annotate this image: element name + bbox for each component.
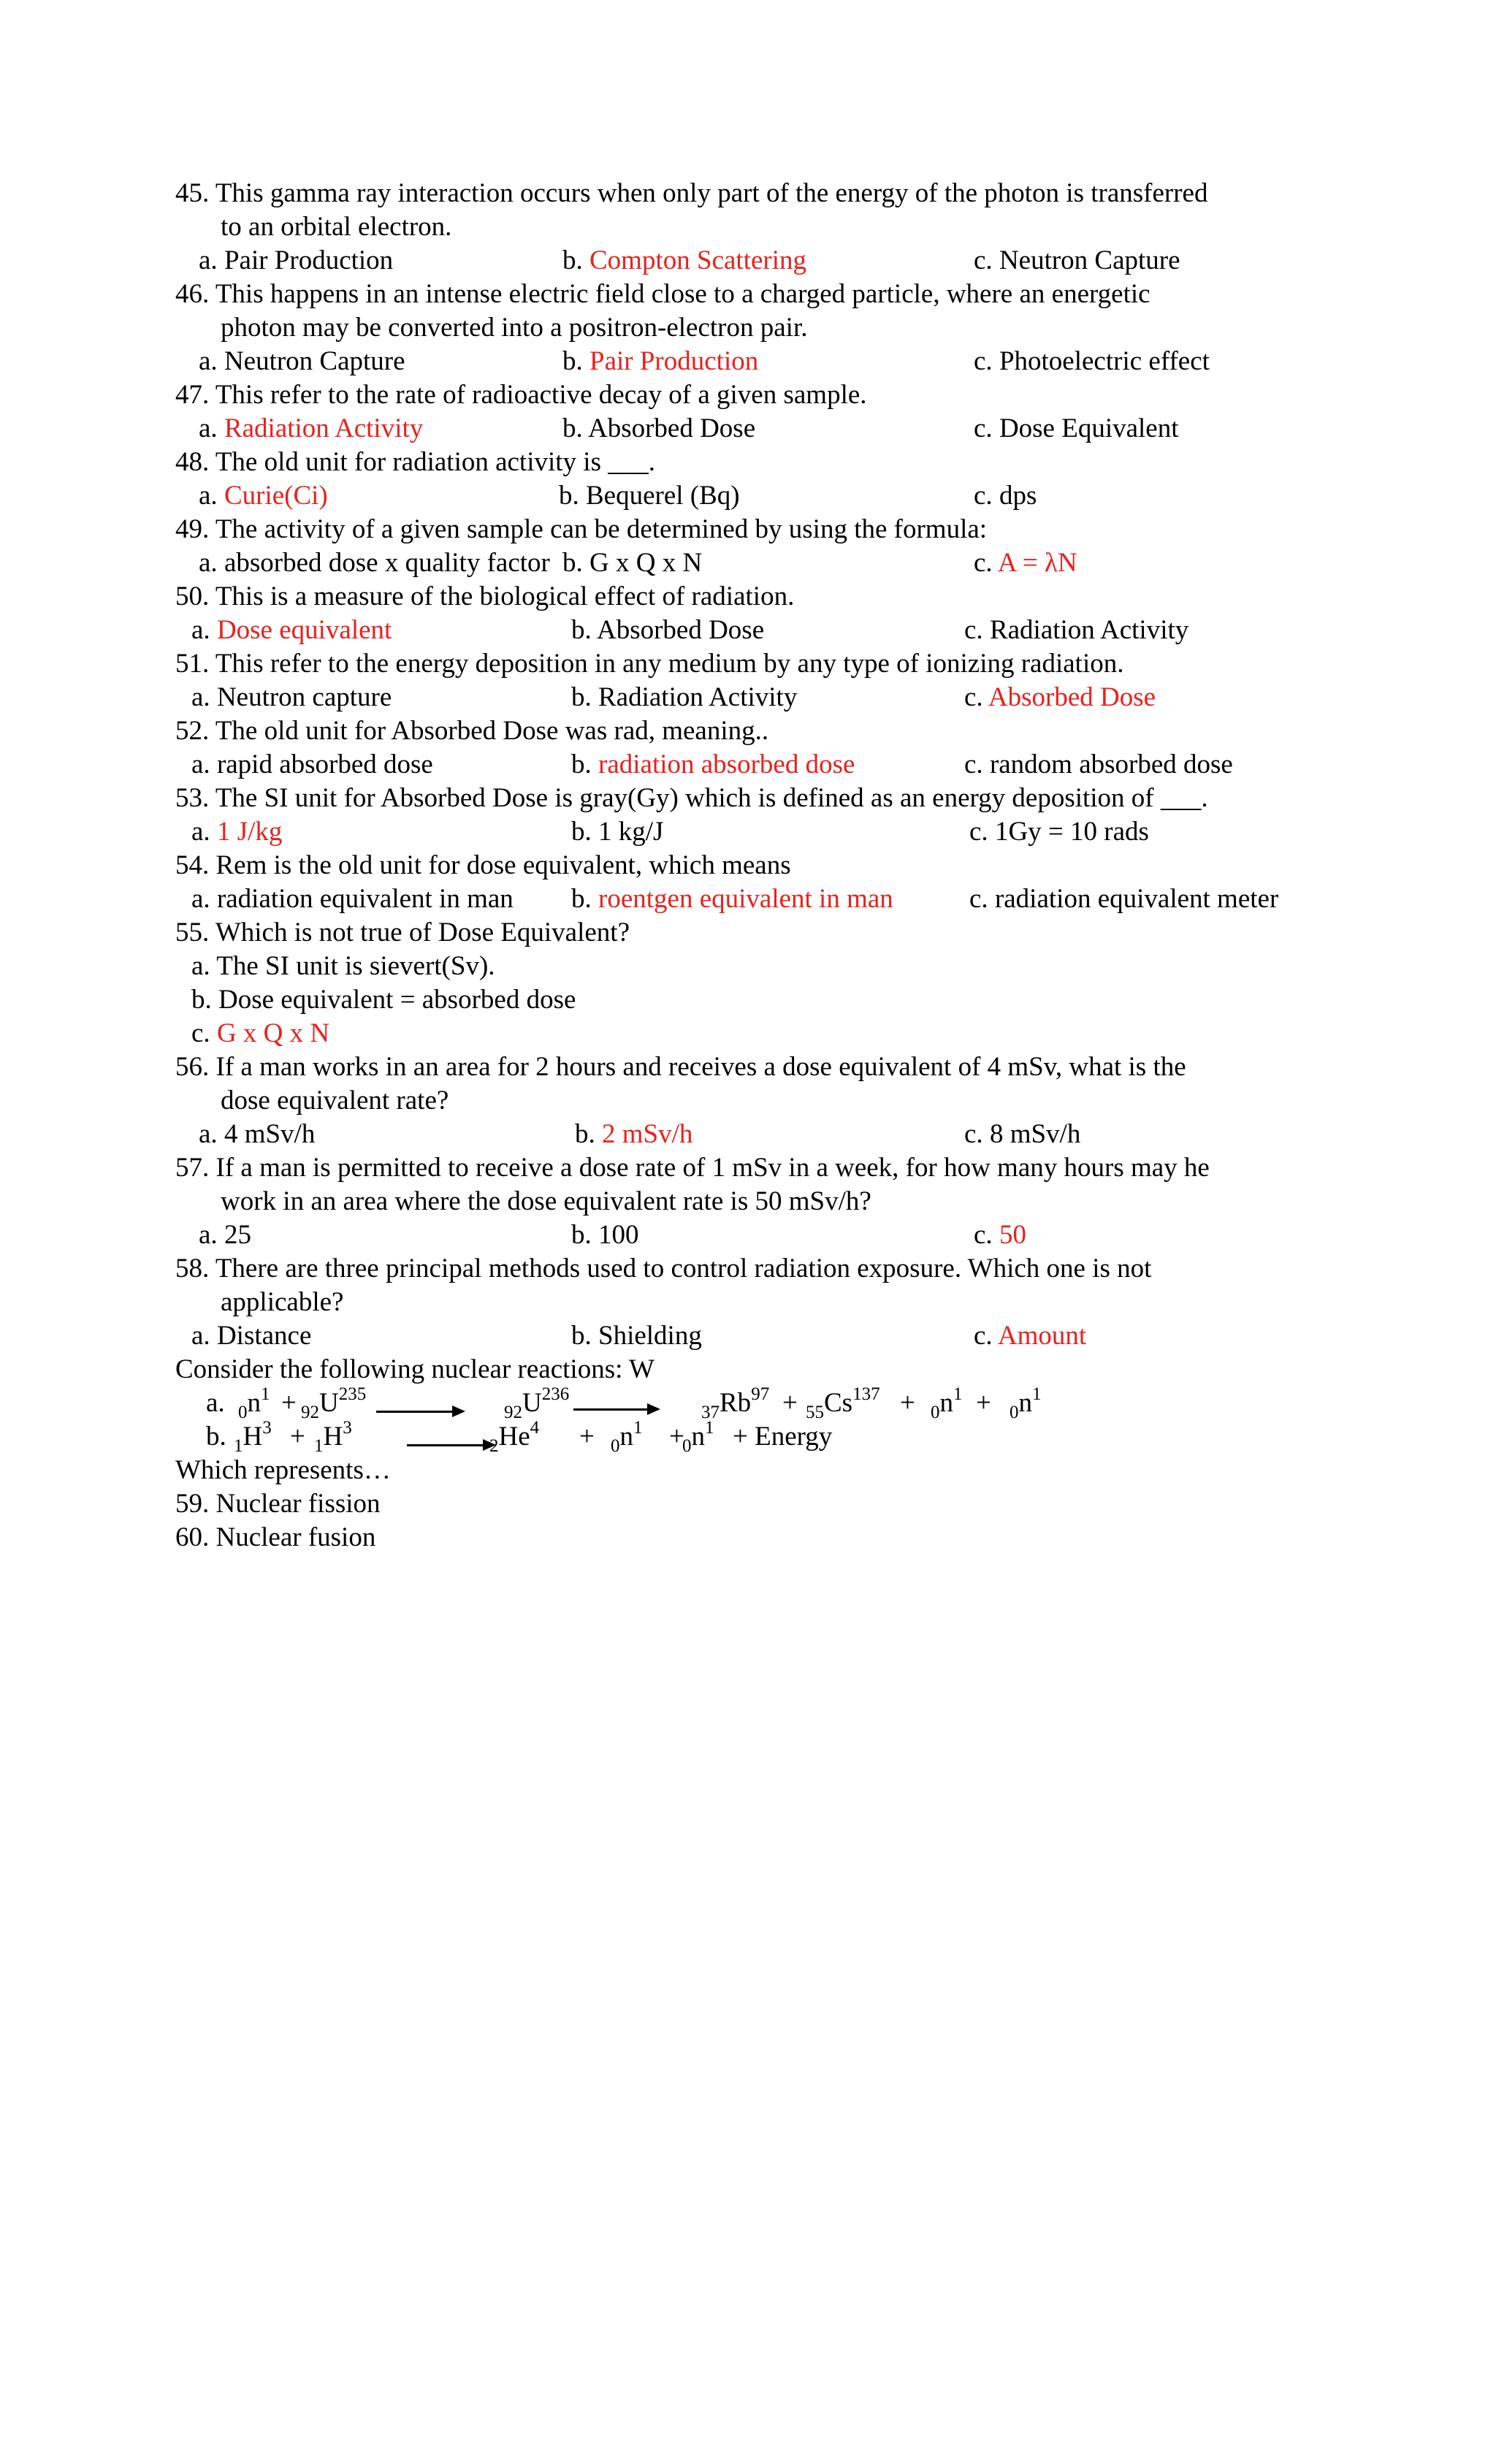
option-letter: b.: [571, 817, 598, 847]
option-letter: b.: [562, 413, 588, 443]
plus-sign: +: [669, 1422, 684, 1452]
correct-answer: 50: [999, 1220, 1026, 1250]
plus-sign: + Energy: [733, 1422, 833, 1452]
nuclide: [489, 1418, 540, 1456]
option-letter: a.: [199, 1220, 224, 1250]
answer-option: [191, 882, 514, 916]
question-text: 48. The old unit for radiation activity is ___.: [175, 447, 655, 477]
mass-number: 97: [751, 1384, 770, 1404]
atomic-number: 92: [504, 1403, 522, 1422]
nuclide: [611, 1418, 643, 1456]
nuclide-term: [504, 1384, 570, 1422]
option-letter: a.: [191, 682, 217, 712]
atomic-number: 37: [701, 1403, 720, 1422]
answer-option: [191, 681, 392, 714]
answer-option: [191, 614, 392, 647]
plus-sign: +: [281, 1388, 297, 1418]
option-text: dps: [999, 481, 1037, 511]
option-letter: b.: [562, 245, 589, 275]
question-text: 53. The SI unit for Absorbed Dose is gray(Gy) which is defined as an energy deposition of ___.: [175, 783, 1208, 813]
answer-option: [199, 345, 405, 378]
option-letter: b.: [571, 1321, 598, 1351]
nuclide-term: [314, 1420, 352, 1454]
element-symbol: n: [619, 1422, 633, 1452]
answer-option: [191, 1017, 329, 1050]
correct-answer: 2 mSv/h: [602, 1119, 693, 1149]
nuclide: [238, 1384, 270, 1422]
option-letter: c.: [974, 481, 999, 511]
atomic-number: 92: [301, 1403, 319, 1422]
question-text: 46. This happens in an intense electric field close to a charged particle, where an energetic: [175, 279, 1150, 309]
question-text: 54. Rem is the old unit for dose equivalent, which means: [175, 850, 791, 880]
question-text: 51. This refer to the energy deposition in any medium by any type of ionizing radiation.: [175, 649, 1124, 679]
atomic-number: 0: [1010, 1403, 1019, 1422]
option-text: Dose Equivalent: [999, 413, 1179, 443]
option-letter: b.: [559, 481, 586, 511]
question-text-continued: dose equivalent rate?: [221, 1086, 449, 1115]
option-text: 8 mSv/h: [989, 1119, 1081, 1149]
option-letter: a.: [191, 951, 217, 981]
element-symbol: U: [319, 1388, 339, 1418]
answer-option: [969, 815, 1149, 849]
answer-option: [964, 681, 1156, 714]
answer-option: [969, 882, 1278, 916]
mass-number: 235: [338, 1384, 367, 1404]
option-letter: a.: [199, 548, 224, 578]
option-letter: c.: [974, 346, 999, 376]
nuclide-term: [301, 1384, 367, 1422]
correct-answer: Compton Scattering: [589, 245, 806, 275]
correct-answer: A = λN: [997, 548, 1077, 578]
answer-option: [974, 244, 1180, 278]
nuclide-term: [701, 1384, 770, 1422]
answer-option: [974, 1218, 1026, 1252]
option-text: 1Gy = 10 rads: [994, 817, 1149, 847]
answer-option: [199, 1218, 251, 1252]
answer-option: [191, 815, 282, 849]
answer-option: [199, 479, 328, 513]
mass-number: 3: [343, 1418, 352, 1438]
mass-number: 1: [1032, 1384, 1042, 1404]
option-letter: b.: [571, 1220, 598, 1250]
reaction-arrow: [376, 1411, 462, 1413]
option-letter: c.: [974, 1220, 999, 1250]
option-text: G x Q x N: [589, 548, 703, 578]
option-letter: c.: [969, 817, 995, 847]
answer-option: [562, 345, 758, 378]
nuclide: [234, 1418, 272, 1456]
nuclide-term: [238, 1384, 270, 1422]
option-letter: a.: [191, 615, 217, 645]
option-letter: c.: [964, 750, 990, 779]
answer-option: [562, 412, 755, 446]
mass-number: 137: [852, 1384, 880, 1404]
answer-option: [191, 748, 433, 782]
option-letter: c.: [964, 682, 988, 712]
nuclide-term: [611, 1420, 643, 1454]
correct-answer: Radiation Activity: [224, 413, 424, 443]
plus-sign: +: [579, 1422, 595, 1452]
question-text-continued: to an orbital electron.: [221, 212, 452, 242]
answer-option: [974, 546, 1077, 580]
question-text: 52. The old unit for Absorbed Dose was rad, meaning..: [175, 716, 769, 746]
reaction-question-item: 59. Nuclear fission: [175, 1489, 381, 1519]
nuclide-term: [234, 1420, 272, 1454]
nuclide-term: [489, 1420, 539, 1454]
element-symbol: Rb: [720, 1388, 752, 1418]
answer-option: [571, 1218, 639, 1252]
option-text: 4 mSv/h: [224, 1119, 316, 1149]
correct-answer: radiation absorbed dose: [598, 750, 855, 779]
reaction-label: b.: [206, 1422, 226, 1452]
atomic-number: 2: [489, 1436, 499, 1456]
plus-sign: +: [976, 1388, 991, 1418]
nuclide: [504, 1384, 570, 1422]
option-text: Photoelectric effect: [999, 346, 1210, 376]
correct-answer: Curie(Ci): [224, 481, 328, 511]
option-letter: a.: [191, 817, 217, 847]
nuclide: [806, 1384, 880, 1422]
answer-option: [559, 479, 740, 513]
atomic-number: 1: [314, 1436, 324, 1456]
option-text: 100: [598, 1220, 639, 1250]
option-text: Neutron capture: [216, 682, 392, 712]
question-text: 55. Which is not true of Dose Equivalent?: [175, 918, 630, 947]
answer-option: [571, 681, 797, 714]
mass-number: 236: [541, 1384, 570, 1404]
option-letter: a.: [191, 750, 217, 779]
mass-number: 1: [953, 1384, 963, 1404]
element-symbol: H: [323, 1422, 343, 1452]
reaction-arrow: [407, 1444, 493, 1446]
atomic-number: 0: [611, 1436, 620, 1456]
option-letter: a.: [199, 346, 224, 376]
nuclide-term: [1010, 1384, 1042, 1422]
nuclide: [314, 1418, 352, 1456]
answer-option: [571, 882, 893, 916]
answer-option: [974, 345, 1210, 378]
answer-option: [562, 546, 702, 580]
answer-option: [191, 983, 576, 1017]
atomic-number: 0: [238, 1403, 248, 1422]
option-letter: a.: [191, 884, 217, 914]
option-text: 1 kg/J: [598, 817, 664, 847]
option-text: Neutron Capture: [999, 245, 1180, 275]
question-text-continued: applicable?: [221, 1287, 344, 1317]
option-letter: a.: [199, 413, 224, 443]
option-letter: b.: [571, 884, 598, 914]
nuclide: [682, 1418, 714, 1456]
nuclide-term: [931, 1384, 963, 1422]
reaction-arrow: [573, 1408, 657, 1411]
reaction-question-item: 60. Nuclear fusion: [175, 1522, 376, 1552]
option-letter: b.: [575, 1119, 602, 1149]
option-letter: c.: [974, 245, 999, 275]
option-text: Radiation Activity: [989, 615, 1189, 645]
element-symbol: n: [939, 1388, 953, 1418]
nuclide: [1010, 1384, 1042, 1422]
element-symbol: n: [247, 1388, 261, 1418]
option-letter: c.: [974, 548, 998, 578]
nuclide: [301, 1384, 367, 1422]
question-text-continued: work in an area where the dose equivalent rate is 50 mSv/h?: [221, 1186, 871, 1216]
atomic-number: 0: [682, 1436, 692, 1456]
option-text: radiation equivalent in man: [216, 884, 514, 914]
option-letter: a.: [199, 481, 224, 511]
option-letter: c.: [964, 615, 990, 645]
option-text: Neutron Capture: [224, 346, 405, 376]
question-text: 49. The activity of a given sample can be determined by using the formula:: [175, 514, 988, 544]
atomic-number: 0: [931, 1403, 940, 1422]
option-letter: b.: [571, 615, 597, 645]
element-symbol: H: [243, 1422, 263, 1452]
nuclide: [931, 1384, 963, 1422]
option-letter: a.: [191, 1321, 217, 1351]
mass-number: 1: [633, 1418, 643, 1438]
option-text: Absorbed Dose: [587, 413, 756, 443]
option-letter: a.: [199, 1119, 224, 1149]
mass-number: 3: [262, 1418, 272, 1438]
mass-number: 4: [530, 1418, 540, 1438]
option-text: Pair Production: [224, 245, 394, 275]
answer-option: [974, 1319, 1086, 1353]
answer-option: [974, 412, 1179, 446]
nuclide-term: [806, 1384, 880, 1422]
answer-option: [964, 748, 1233, 782]
correct-answer: Pair Production: [589, 346, 759, 376]
option-letter: b.: [562, 548, 589, 578]
option-letter: b.: [191, 985, 218, 1015]
option-text: 25: [224, 1220, 251, 1250]
option-letter: b.: [571, 750, 598, 779]
nuclide-term: [682, 1420, 714, 1454]
option-text: Bequerel (Bq): [586, 481, 740, 511]
mass-number: 1: [261, 1384, 270, 1404]
answer-option: [974, 479, 1037, 513]
answer-option: [575, 1118, 692, 1151]
nuclide: [701, 1384, 770, 1422]
answer-option: [571, 1319, 702, 1353]
answer-option: [964, 614, 1188, 647]
question-text: 58. There are three principal methods used to control radiation exposure. Which one is not: [175, 1254, 1152, 1284]
correct-answer: 1 J/kg: [216, 817, 283, 847]
answer-option: [964, 1118, 1080, 1151]
answer-option: [191, 1319, 311, 1353]
question-text: 57. If a man is permitted to receive a dose rate of 1 mSv in a week, for how many hours may he: [175, 1153, 1210, 1183]
option-letter: a.: [199, 245, 224, 275]
question-text: 47. This refer to the rate of radioactive decay of a given sample.: [175, 380, 867, 410]
reaction-label: a.: [206, 1388, 225, 1418]
answer-option: [199, 244, 393, 278]
plus-sign: +: [900, 1388, 915, 1418]
correct-answer: Dose equivalent: [216, 615, 392, 645]
answer-option: [562, 244, 806, 278]
option-text: Shielding: [598, 1321, 702, 1351]
element-symbol: n: [691, 1422, 705, 1452]
reactions-intro: Consider the following nuclear reactions: W: [175, 1354, 654, 1384]
option-letter: c.: [969, 884, 995, 914]
option-text: Absorbed Dose: [596, 615, 765, 645]
option-letter: c.: [974, 413, 999, 443]
answer-option: [571, 614, 764, 647]
answer-option: [571, 748, 855, 782]
option-letter: b.: [562, 346, 589, 376]
option-letter: c.: [974, 1321, 998, 1351]
answer-option: [191, 950, 495, 983]
question-text: 56. If a man works in an area for 2 hours and receives a dose equivalent of 4 mSv, what is the: [175, 1052, 1186, 1082]
correct-answer: Amount: [997, 1321, 1087, 1351]
plus-sign: +: [290, 1422, 305, 1452]
question-text: 45. This gamma ray interaction occurs when only part of the energy of the photon is transferred: [175, 178, 1208, 208]
atomic-number: 55: [806, 1403, 824, 1422]
option-letter: c.: [191, 1018, 217, 1048]
option-text: random absorbed dose: [989, 750, 1233, 779]
element-symbol: Cs: [824, 1388, 853, 1418]
option-text: Dose equivalent = absorbed dose: [218, 985, 576, 1015]
atomic-number: 1: [234, 1436, 243, 1456]
correct-answer: G x Q x N: [216, 1018, 330, 1048]
option-text: Distance: [216, 1321, 312, 1351]
question-text-continued: photon may be converted into a positron-electron pair.: [221, 313, 808, 343]
option-text: Radiation Activity: [598, 682, 798, 712]
option-letter: c.: [964, 1119, 990, 1149]
element-symbol: He: [498, 1422, 530, 1452]
option-text: The SI unit is sievert(Sv).: [216, 951, 495, 981]
element-symbol: U: [522, 1388, 542, 1418]
answer-option: [571, 815, 663, 849]
option-text: absorbed dose x quality factor: [224, 548, 550, 578]
correct-answer: roentgen equivalent in man: [598, 884, 893, 914]
plus-sign: +: [782, 1388, 798, 1418]
element-symbol: n: [1018, 1388, 1032, 1418]
reaction-question: Which represents…: [175, 1455, 391, 1485]
option-text: radiation equivalent meter: [994, 884, 1279, 914]
answer-option: [199, 546, 550, 580]
answer-option: [199, 1118, 315, 1151]
option-text: rapid absorbed dose: [216, 750, 433, 779]
answer-option: [199, 412, 423, 446]
option-letter: b.: [571, 682, 598, 712]
question-text: 50. This is a measure of the biological effect of radiation.: [175, 581, 795, 611]
mass-number: 1: [705, 1418, 714, 1438]
correct-answer: Absorbed Dose: [988, 682, 1156, 712]
